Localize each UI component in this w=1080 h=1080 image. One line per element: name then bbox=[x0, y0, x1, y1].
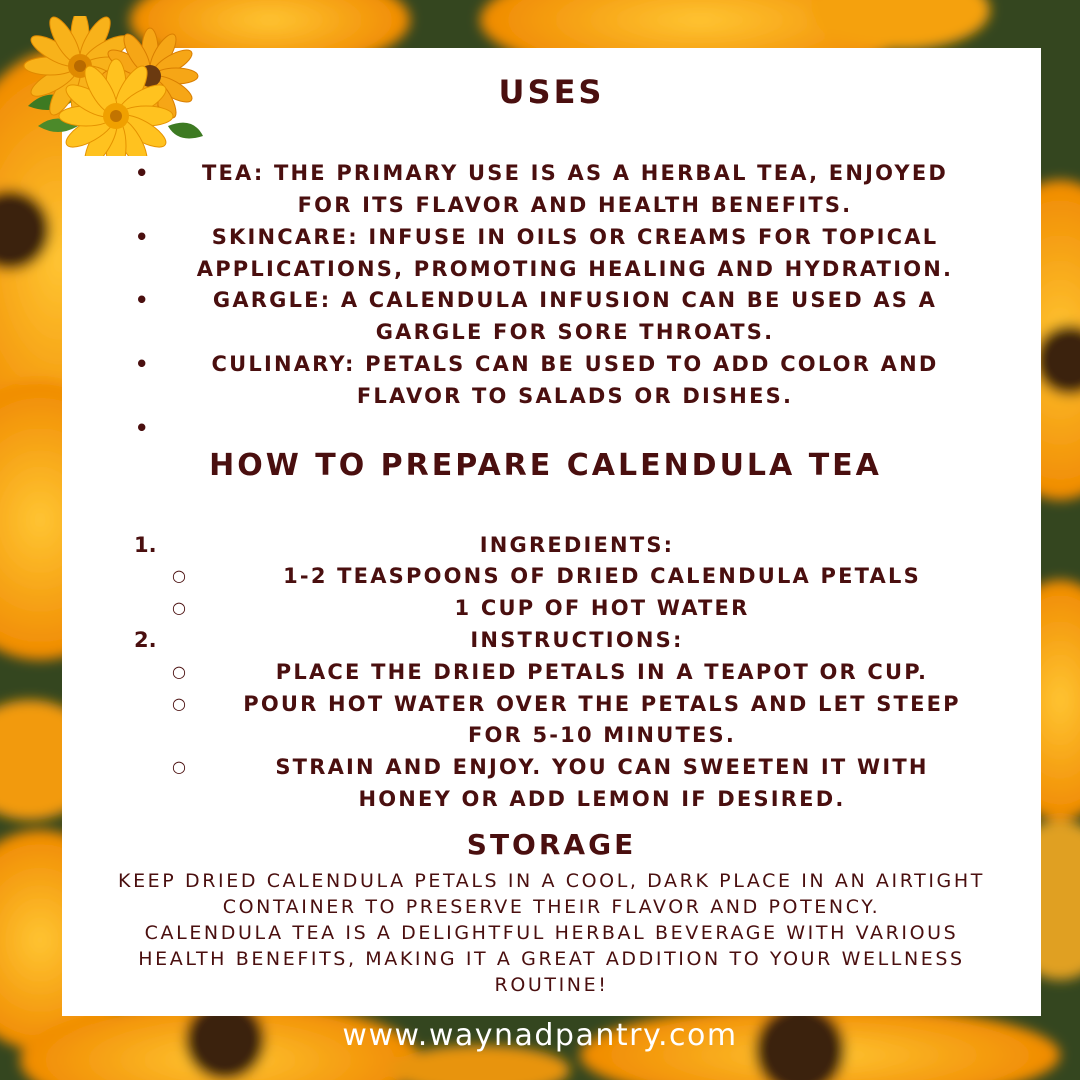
sub-item-line: 1 CUP OF HOT WATER bbox=[454, 596, 750, 620]
uses-heading: USES bbox=[498, 73, 605, 111]
bullet-marker: • bbox=[135, 416, 149, 440]
list-item-line: APPLICATIONS, PROMOTING HEALING AND HYDRATION. bbox=[196, 257, 954, 281]
bullet-marker: • bbox=[135, 225, 149, 249]
paragraph-line: HEALTH BENEFITS, MAKING IT A GREAT ADDITION TO YOUR WELLNESS bbox=[138, 948, 965, 970]
sub-bullet-marker: ○ bbox=[172, 566, 186, 585]
bullet-marker: • bbox=[135, 161, 149, 185]
sub-bullet-marker: ○ bbox=[172, 662, 186, 681]
website-url[interactable]: www.waynadpantry.com bbox=[342, 1018, 738, 1053]
step-number: 1. bbox=[134, 533, 157, 557]
bullet-marker: • bbox=[135, 352, 149, 376]
step-title: INGREDIENTS: bbox=[479, 533, 675, 557]
paragraph-line: KEEP DRIED CALENDULA PETALS IN A COOL, DARK PLACE IN AN AIRTIGHT bbox=[118, 870, 985, 892]
paragraph-line: ROUTINE! bbox=[494, 974, 609, 996]
content-card bbox=[62, 48, 1041, 1016]
list-item-line: FLAVOR TO SALADS OR DISHES. bbox=[356, 384, 794, 408]
calendula-flower-icon bbox=[18, 16, 208, 156]
sub-item-line: STRAIN AND ENJOY. YOU CAN SWEETEN IT WITH bbox=[275, 755, 929, 779]
list-item-line: GARGLE FOR SORE THROATS. bbox=[375, 320, 775, 344]
sub-bullet-marker: ○ bbox=[172, 598, 186, 617]
sub-item-line: FOR 5-10 MINUTES. bbox=[467, 723, 737, 747]
sub-bullet-marker: ○ bbox=[172, 694, 186, 713]
list-item-line: TEA: THE PRIMARY USE IS AS A HERBAL TEA, ENJOYED bbox=[201, 161, 949, 185]
sub-item-line: PLACE THE DRIED PETALS IN A TEAPOT OR CUP. bbox=[275, 660, 929, 684]
step-number: 2. bbox=[134, 628, 157, 652]
storage-heading: STORAGE bbox=[466, 828, 637, 861]
prepare-heading: HOW TO PREPARE CALENDULA TEA bbox=[209, 448, 882, 483]
paragraph-line: CALENDULA TEA IS A DELIGHTFUL HERBAL BEVERAGE WITH VARIOUS bbox=[144, 922, 959, 944]
list-item-line: SKINCARE: INFUSE IN OILS OR CREAMS FOR TOPICAL bbox=[211, 225, 939, 249]
step-title: INSTRUCTIONS: bbox=[470, 628, 684, 652]
list-item-line: CULINARY: PETALS CAN BE USED TO ADD COLOR AND bbox=[211, 352, 939, 376]
sub-item-line: HONEY OR ADD LEMON IF DESIRED. bbox=[358, 787, 846, 811]
sub-bullet-marker: ○ bbox=[172, 757, 186, 776]
list-item-line: FOR ITS FLAVOR AND HEALTH BENEFITS. bbox=[297, 193, 853, 217]
bullet-marker: • bbox=[135, 288, 149, 312]
sub-item-line: 1-2 TEASPOONS OF DRIED CALENDULA PETALS bbox=[283, 564, 921, 588]
sub-item-line: POUR HOT WATER OVER THE PETALS AND LET STEEP bbox=[243, 692, 961, 716]
paragraph-line: CONTAINER TO PRESERVE THEIR FLAVOR AND POTENCY. bbox=[222, 896, 881, 918]
list-item-line: GARGLE: A CALENDULA INFUSION CAN BE USED AS A bbox=[212, 288, 938, 312]
